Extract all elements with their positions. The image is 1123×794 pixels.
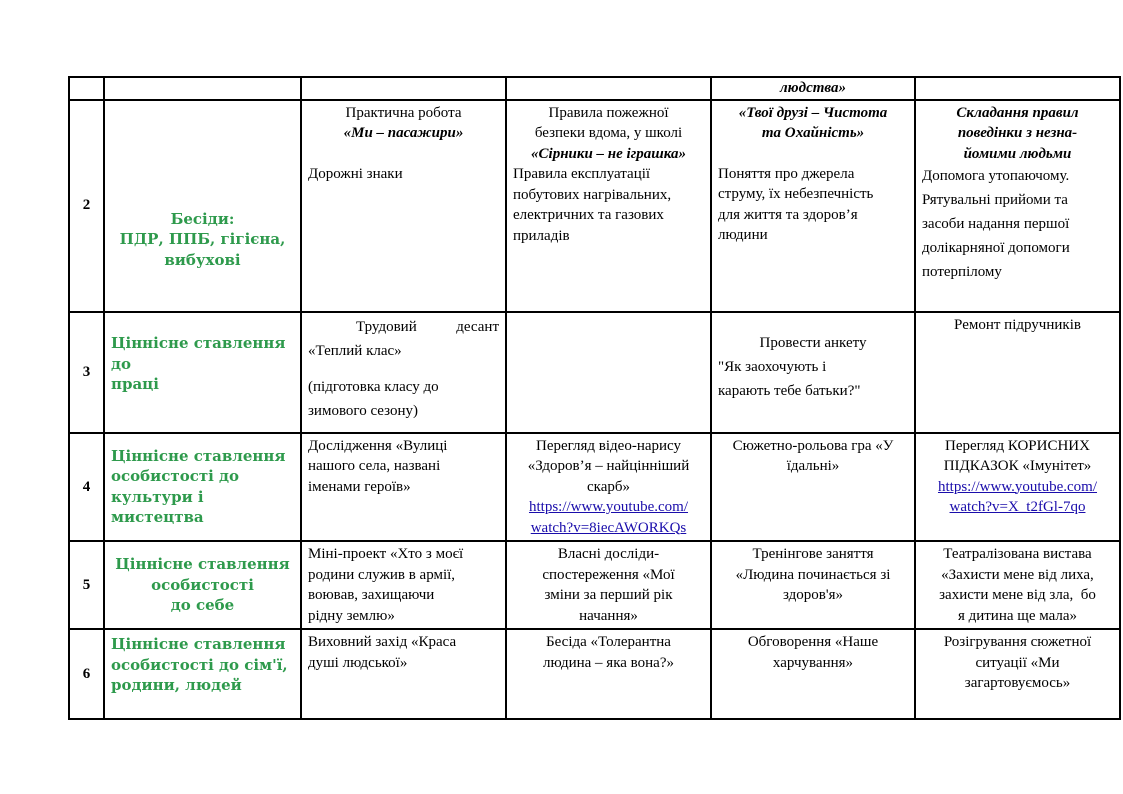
activity-cell bbox=[506, 100, 711, 312]
activity-text: начання» bbox=[579, 607, 638, 624]
row-number-cell bbox=[69, 100, 104, 312]
activity-text: «Здоров’я – найцінніший bbox=[527, 458, 690, 474]
activity-text: іменами героїв» bbox=[308, 478, 411, 495]
video-link[interactable]: watch?v=X_t2fGl-7qo bbox=[949, 499, 1086, 515]
row-number-cell bbox=[69, 312, 104, 433]
activity-text: Бесіда «Толерантна bbox=[546, 634, 671, 650]
category-cell bbox=[104, 312, 301, 433]
category-cell bbox=[104, 77, 301, 100]
activity-text: потерпілому bbox=[922, 264, 1002, 280]
activity-cell bbox=[915, 433, 1120, 542]
activity-text: Дослідження «Вулиці bbox=[308, 437, 448, 454]
activity-cell bbox=[711, 77, 915, 100]
activity-title-bold: «Твої друзі – Чистота bbox=[738, 104, 888, 121]
activity-cell bbox=[301, 312, 506, 433]
row-number: 4 bbox=[82, 478, 91, 495]
video-link[interactable]: https://www.youtube.com/ bbox=[528, 499, 689, 515]
table-row bbox=[69, 629, 1120, 719]
activity-cell bbox=[915, 541, 1120, 629]
activity-text: долікарняної допомоги bbox=[922, 240, 1070, 256]
activity-text: людина – яка вона?» bbox=[543, 654, 674, 671]
activity-text: (підготовка класу до bbox=[308, 378, 439, 395]
activity-text: Рятувальні прийоми та bbox=[922, 192, 1068, 208]
activity-text: воював, захищаючи bbox=[308, 587, 435, 603]
category-line: праці bbox=[111, 375, 159, 394]
education-plan-table bbox=[68, 76, 1121, 720]
activity-cell bbox=[915, 312, 1120, 433]
activity-cell bbox=[506, 77, 711, 100]
activity-cell bbox=[301, 433, 506, 542]
category-line: особистості bbox=[151, 575, 254, 594]
continuation-text: людства» bbox=[779, 80, 846, 96]
activity-text: Дорожні знаки bbox=[308, 165, 403, 182]
activity-text: родини служив в армії, bbox=[308, 566, 456, 583]
category-line: ПДР, ППБ, гігієна, bbox=[119, 230, 286, 249]
activity-cell bbox=[915, 77, 1120, 100]
activity-text: ситуації «Ми bbox=[975, 654, 1060, 671]
activity-title-bold: «Сірники – не іграшка» bbox=[531, 145, 686, 162]
category-line: Бесіди: bbox=[170, 209, 235, 228]
activity-cell bbox=[711, 100, 915, 312]
table-row bbox=[69, 100, 1120, 312]
activity-title-bold: поведінки з незна- bbox=[957, 125, 1078, 141]
activity-text: зимового сезону) bbox=[308, 402, 418, 419]
category-cell bbox=[104, 100, 301, 312]
activity-text: Поняття про джерела bbox=[718, 165, 855, 182]
category-line: культури і мистецтва bbox=[111, 487, 204, 527]
activity-text: Сюжетно-рольова гра «У bbox=[732, 437, 894, 454]
category-line: родини, людей bbox=[111, 676, 242, 694]
activity-text: Перегляд КОРИСНИХ bbox=[945, 437, 1090, 454]
activity-text: Театралізована вистава bbox=[943, 546, 1092, 562]
activity-cell bbox=[301, 77, 506, 100]
activity-cell bbox=[711, 433, 915, 542]
activity-cell bbox=[506, 312, 711, 433]
activity-text: "Як заохочують і bbox=[718, 358, 827, 375]
activity-cell bbox=[301, 541, 506, 629]
activity-text: карають тебе батьки?" bbox=[718, 382, 861, 399]
video-link[interactable]: watch?v=8iecAWORKQs bbox=[530, 519, 687, 536]
row-number-cell bbox=[69, 629, 104, 719]
activity-text: Допомога утопаючому. bbox=[922, 168, 1070, 184]
category-line: Ціннісне ставлення bbox=[111, 635, 286, 653]
activity-title-bold: Складання правил bbox=[956, 104, 1079, 121]
activity-text: здоров'я» bbox=[783, 587, 843, 603]
activity-cell bbox=[301, 100, 506, 312]
category-line: особистості до bbox=[111, 467, 240, 486]
activity-text: ПІДКАЗОК «Імунітет» bbox=[943, 458, 1092, 474]
activity-text: душі людської» bbox=[308, 654, 408, 671]
category-line: вибухові bbox=[164, 250, 241, 269]
activity-cell bbox=[711, 312, 915, 433]
row-number: 3 bbox=[82, 363, 91, 380]
row-number-cell bbox=[69, 433, 104, 542]
activity-title-bold: йомими людьми bbox=[963, 145, 1072, 162]
category-cell bbox=[104, 433, 301, 542]
activity-text: «Теплий клас» bbox=[308, 342, 402, 359]
activity-cell bbox=[506, 541, 711, 629]
row-number-cell bbox=[69, 541, 104, 629]
category-line: Ціннісне ставлення bbox=[115, 555, 290, 574]
activity-text: людини bbox=[718, 227, 768, 243]
activity-text: електричних та газових bbox=[513, 207, 664, 223]
video-link[interactable]: https://www.youtube.com/ bbox=[937, 478, 1098, 495]
category-line: Ціннісне ставлення bbox=[111, 446, 286, 465]
activity-text: скарб» bbox=[586, 478, 630, 495]
activity-cell bbox=[301, 629, 506, 719]
activity-text: загартовуємось» bbox=[964, 675, 1071, 691]
activity-text: струму, їх небезпечність bbox=[718, 186, 874, 202]
category-line: особистості до сім'ї, bbox=[111, 655, 288, 674]
activity-title-bold: «Ми – пасажири» bbox=[343, 125, 464, 141]
activity-text: Провести анкету bbox=[759, 334, 867, 351]
row-number: 5 bbox=[82, 576, 91, 593]
activity-text: Власні досліди- bbox=[557, 546, 660, 562]
activity-title: Правила пожежної bbox=[548, 104, 669, 121]
activity-text: Перегляд відео-нарису bbox=[535, 437, 681, 454]
table-row bbox=[69, 77, 1120, 100]
activity-cell bbox=[915, 629, 1120, 719]
row-number: 2 bbox=[82, 197, 91, 214]
activity-text: Правила експлуатації bbox=[513, 166, 651, 182]
table-row bbox=[69, 541, 1120, 629]
activity-text: захисти мене від зла, бо bbox=[939, 587, 1096, 603]
activity-text: побутових нагрівальних, bbox=[513, 186, 672, 203]
activity-text: засоби надання першої bbox=[922, 216, 1070, 232]
activity-text: Виховний захід «Краса bbox=[308, 634, 457, 650]
activity-text: я дитина ще мала» bbox=[957, 607, 1078, 624]
activity-text: Обговорення «Наше bbox=[747, 634, 879, 650]
category-cell bbox=[104, 541, 301, 629]
row-number: 6 bbox=[82, 665, 91, 682]
activity-text: Тренінгове заняття bbox=[752, 546, 874, 562]
activity-text: Міні-проект «Хто з моєї bbox=[308, 546, 464, 562]
activity-text: Розігрування сюжетної bbox=[943, 634, 1092, 650]
activity-cell bbox=[915, 100, 1120, 312]
category-line: до себе bbox=[170, 596, 235, 615]
activity-text: для життя та здоров’я bbox=[718, 206, 858, 223]
activity-text: Ремонт підручників bbox=[954, 316, 1081, 333]
category-cell bbox=[104, 629, 301, 719]
category-line: Ціннісне ставлення до bbox=[111, 334, 286, 373]
activity-text: «Захисти мене від лиха, bbox=[941, 566, 1094, 583]
activity-title-bold: та Охайність» bbox=[761, 125, 865, 141]
activity-title: Практична робота bbox=[345, 104, 462, 121]
activity-text: Трудовий десант bbox=[356, 318, 499, 335]
activity-title: безпеки вдома, у школі bbox=[534, 125, 683, 141]
activity-text: їдальні» bbox=[786, 458, 840, 474]
activity-text: «Людина починається зі bbox=[735, 566, 891, 583]
activity-text: рідну землю» bbox=[308, 607, 395, 624]
activity-text: спостереження «Мої bbox=[542, 566, 675, 583]
activity-text: нашого села, названі bbox=[308, 458, 441, 474]
activity-cell bbox=[506, 629, 711, 719]
table-row bbox=[69, 312, 1120, 433]
activity-cell bbox=[711, 541, 915, 629]
row-number-cell bbox=[69, 77, 104, 100]
activity-cell bbox=[506, 433, 711, 542]
activity-text: харчування» bbox=[772, 654, 854, 671]
activity-text: приладів bbox=[513, 227, 570, 244]
activity-cell bbox=[711, 629, 915, 719]
table-row bbox=[69, 433, 1120, 542]
activity-text: зміни за перший рік bbox=[544, 587, 673, 603]
